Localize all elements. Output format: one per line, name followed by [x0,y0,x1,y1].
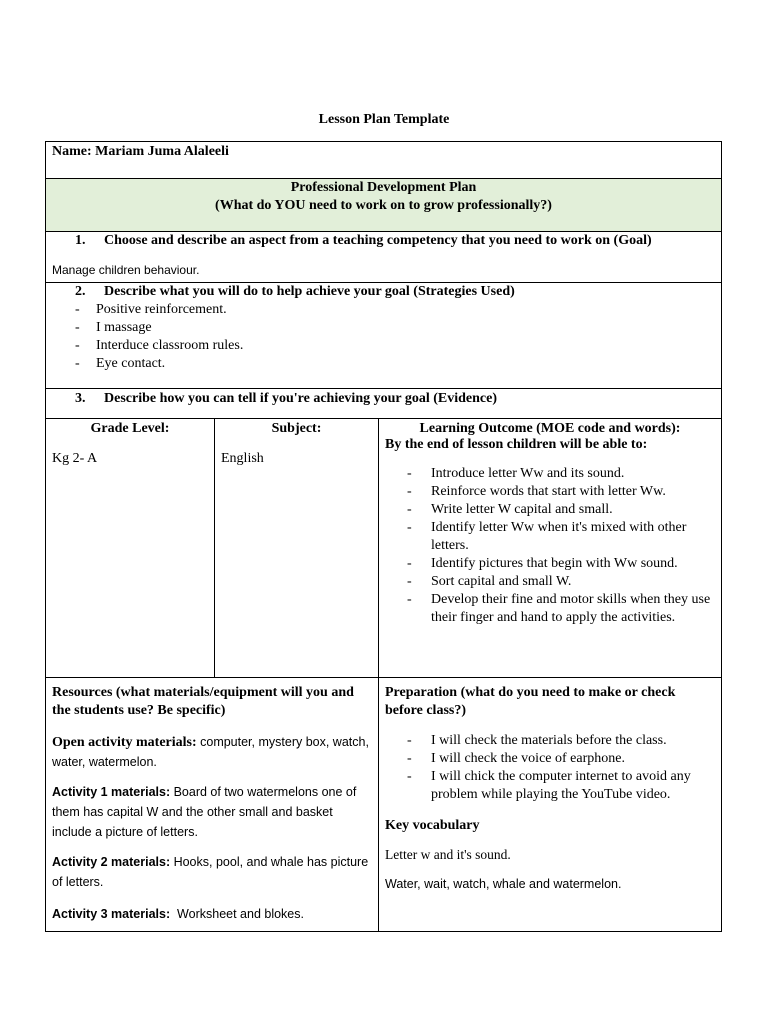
strategies-section [46,283,721,389]
goal-section [46,232,721,283]
list-item: - Identify letter Ww when it's mixed with other letters. [407,520,687,553]
list-item: - I will chick the computer internet to avoid any problem while playing the YouTube video. [407,769,691,802]
subject-value: English [221,451,264,466]
evidence-number: 3. [75,391,86,406]
list-item: - I massage [75,320,152,335]
list-item: - Interduce classroom rules. [75,338,244,353]
list-item: - Sort capital and small W. [407,574,572,589]
grade-level-cell [46,419,215,677]
pd-plan-subtitle: (What do YOU need to work on to grow professionally?) [215,198,552,213]
evidence-section [46,389,721,419]
resources-header: Resources (what materials/equipment will you and the students use? Be specific) [52,685,354,718]
list-item: - Eye contact. [75,356,166,371]
list-item: - I will check the materials before the class. [407,733,667,748]
preparation-header: Preparation (what do you need to make or check before class?) [385,685,676,718]
activity-1-materials: Activity 1 materials: Board of two watermelons one of them has capital W and the other small and basket include a picture of letters. [52,785,357,839]
goal-question-line [52,232,715,250]
goal-question: Choose and describe an aspect from a teaching competency that you need to work on (Goal) [104,233,652,248]
list-item: - Positive reinforcement. [75,302,227,317]
resources-preparation-row [46,678,721,931]
pd-plan-title: Professional Development Plan [290,180,477,195]
learning-outcome-cell [379,419,721,677]
key-vocabulary-header: Key vocabulary [385,818,480,833]
learning-outcome-list [385,465,715,627]
list-item: - Identify pictures that begin with Ww sound. [407,556,678,571]
strategies-number: 2. [75,284,86,299]
teacher-name: Name: Mariam Juma Alaleeli [52,144,229,159]
list-item: - Introduce letter Ww and its sound. [407,466,625,481]
activity-3-materials: Activity 3 materials: Worksheet and blokes. [52,907,304,921]
grade-level-header: Grade Level: [90,421,170,436]
list-item: - Write letter W capital and small. [407,502,613,517]
pd-plan-header [46,179,721,232]
learning-outcome-subheader: By the end of lesson children will be able to: [385,437,648,452]
subject-header: Subject: [271,421,322,436]
evidence-question: Describe how you can tell if you're achieving your goal (Evidence) [104,391,498,406]
goal-number: 1. [75,233,86,248]
list-item: - I will check the voice of earphone. [407,751,625,766]
learning-outcome-header: Learning Outcome (MOE code and words): [419,421,681,436]
evidence-question-line [52,390,715,408]
list-item: - Develop their fine and motor skills when they use their finger and hand to apply the activities. [407,592,711,625]
resources-cell [46,678,379,931]
key-vocabulary-line-2: Water, wait, watch, whale and watermelon. [385,877,622,891]
preparation-list [385,732,715,804]
open-activity-materials: Open activity materials: computer, mystery box, watch, water, watermelon. [52,735,369,769]
key-vocabulary-line-1: Letter w and it's sound. [385,847,511,862]
strategies-question-line [52,283,715,301]
list-item: - Reinforce words that start with letter Ww. [407,484,666,499]
activity-2-materials: Activity 2 materials: Hooks, pool, and whale has picture of letters. [52,855,369,889]
goal-answer: Manage children behaviour. [52,263,200,277]
strategies-list [52,301,715,373]
grade-level-value: Kg 2- A [52,451,98,466]
document-title: Lesson Plan Template [318,112,450,127]
lesson-plan-table [45,141,722,932]
subject-cell [215,419,379,677]
preparation-cell [379,678,721,931]
lesson-info-row [46,419,721,678]
teacher-name-row [46,142,721,179]
strategies-question: Describe what you will do to help achieve your goal (Strategies Used) [104,284,515,299]
